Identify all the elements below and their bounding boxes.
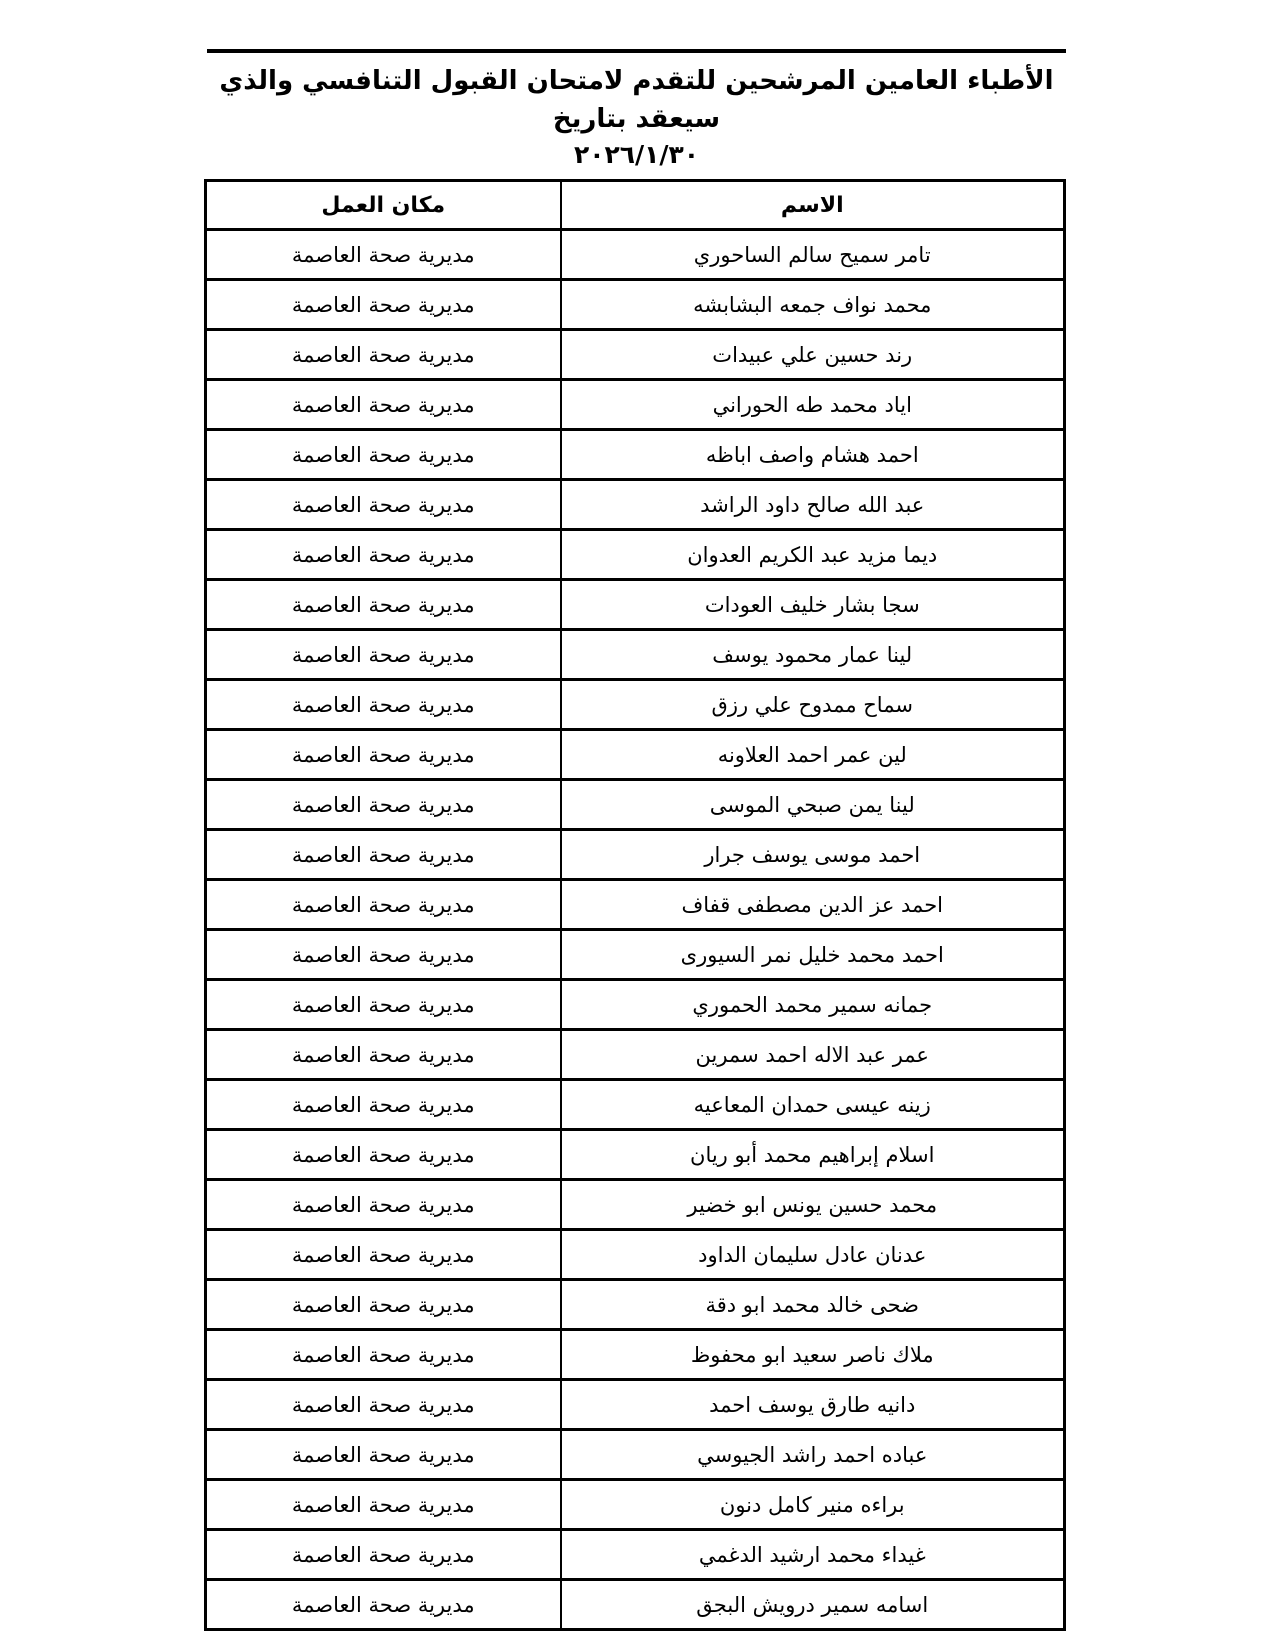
doctor-name-cell: زينه عيسى حمدان المعاعيه [561,1080,1065,1130]
workplace-cell: مديرية صحة العاصمة [206,380,561,430]
page-title: الأطباء العامين المرشحين للتقدم لامتحان القبول التنافسي والذي سيعقد بتاريخ [219,66,1054,134]
doctor-name-cell: رند حسين علي عبيدات [561,330,1065,380]
column-header-name: الاسم [561,181,1065,230]
doctor-name-cell: عمر عبد الاله احمد سمرين [561,1030,1065,1080]
doctor-name-cell: اسامه سمير درويش البجق [561,1580,1065,1630]
workplace-cell: مديرية صحة العاصمة [206,530,561,580]
workplace-cell: مديرية صحة العاصمة [206,1430,561,1480]
workplace-cell: مديرية صحة العاصمة [206,780,561,830]
doctor-name-cell: احمد عز الدين مصطفى قفاف [561,880,1065,930]
table-row [206,730,1065,780]
doctor-name-cell: عبد الله صالح داود الراشد [561,480,1065,530]
doctor-name-cell: براءه منير كامل دنون [561,1480,1065,1530]
table-row [206,580,1065,630]
table-row [206,780,1065,830]
table-row [206,380,1065,430]
doctor-name-cell: لينا يمن صبحي الموسى [561,780,1065,830]
workplace-cell: مديرية صحة العاصمة [206,480,561,530]
table-row [206,1230,1065,1280]
document-page [207,0,1066,1631]
doctor-name-cell: سجا بشار خليف العودات [561,580,1065,630]
doctor-name-cell: عدنان عادل سليمان الداود [561,1230,1065,1280]
workplace-cell: مديرية صحة العاصمة [206,1530,561,1580]
workplace-cell: مديرية صحة العاصمة [206,280,561,330]
workplace-cell: مديرية صحة العاصمة [206,980,561,1030]
table-row [206,930,1065,980]
exam-date: ٢٠٢٦/١/٣٠ [573,140,700,170]
doctor-name-cell: محمد نواف جمعه البشابشه [561,280,1065,330]
doctor-name-cell: ملاك ناصر سعيد ابو محفوظ [561,1330,1065,1380]
workplace-cell: مديرية صحة العاصمة [206,1030,561,1080]
table-row [206,430,1065,480]
workplace-cell: مديرية صحة العاصمة [206,330,561,380]
column-header-workplace: مكان العمل [206,181,561,230]
doctor-name-cell: ديما مزيد عبد الكريم العدوان [561,530,1065,580]
table-row [206,330,1065,380]
doctor-name-cell: ضحى خالد محمد ابو دقة [561,1280,1065,1330]
doctor-name-cell: دانيه طارق يوسف احمد [561,1380,1065,1430]
table-row [206,1530,1065,1580]
doctor-name-cell: اسلام إبراهيم محمد أبو ريان [561,1130,1065,1180]
table-row [206,280,1065,330]
table-row [206,630,1065,680]
workplace-cell: مديرية صحة العاصمة [206,680,561,730]
doctor-name-cell: جمانه سمير محمد الحموري [561,980,1065,1030]
workplace-cell: مديرية صحة العاصمة [206,230,561,280]
doctor-name-cell: احمد محمد خليل نمر السيورى [561,930,1065,980]
table-row [206,830,1065,880]
workplace-cell: مديرية صحة العاصمة [206,730,561,780]
table-row [206,1430,1065,1480]
doctor-name-cell: لينا عمار محمود يوسف [561,630,1065,680]
workplace-cell: مديرية صحة العاصمة [206,1230,561,1280]
table-row [206,1030,1065,1080]
workplace-cell: مديرية صحة العاصمة [206,630,561,680]
doctors-table-body [206,230,1065,1630]
workplace-cell: مديرية صحة العاصمة [206,1080,561,1130]
table-row [206,1180,1065,1230]
table-row [206,680,1065,730]
doctor-name-cell: تامر سميح سالم الساحوري [561,230,1065,280]
workplace-cell: مديرية صحة العاصمة [206,880,561,930]
doctor-name-cell: احمد هشام واصف اباظه [561,430,1065,480]
table-row [206,1380,1065,1430]
workplace-cell: مديرية صحة العاصمة [206,830,561,880]
table-row [206,1480,1065,1530]
doctor-name-cell: عباده احمد راشد الجيوسي [561,1430,1065,1480]
doctor-name-cell: محمد حسين يونس ابو خضير [561,1180,1065,1230]
title-divider [207,49,1066,53]
workplace-cell: مديرية صحة العاصمة [206,1580,561,1630]
doctor-name-cell: غيداء محمد ارشيد الدغمي [561,1530,1065,1580]
workplace-cell: مديرية صحة العاصمة [206,1330,561,1380]
table-row [206,1580,1065,1630]
workplace-cell: مديرية صحة العاصمة [206,1130,561,1180]
table-row [206,230,1065,280]
workplace-cell: مديرية صحة العاصمة [206,580,561,630]
doctors-table-head [206,181,1065,230]
workplace-cell: مديرية صحة العاصمة [206,1280,561,1330]
workplace-cell: مديرية صحة العاصمة [206,430,561,480]
table-row [206,530,1065,580]
workplace-cell: مديرية صحة العاصمة [206,1180,561,1230]
table-row [206,880,1065,930]
table-row [206,480,1065,530]
doctor-name-cell: سماح ممدوح علي رزق [561,680,1065,730]
table-row [206,1130,1065,1180]
doctor-name-cell: اياد محمد طه الحوراني [561,380,1065,430]
doctor-name-cell: احمد موسى يوسف جرار [561,830,1065,880]
table-row [206,1330,1065,1380]
workplace-cell: مديرية صحة العاصمة [206,1480,561,1530]
header-row [206,181,1065,230]
table-row [206,980,1065,1030]
table-row [206,1080,1065,1130]
doctor-name-cell: لين عمر احمد العلاونه [561,730,1065,780]
workplace-cell: مديرية صحة العاصمة [206,1380,561,1430]
table-row [206,1280,1065,1330]
workplace-cell: مديرية صحة العاصمة [206,930,561,980]
doctors-table [204,179,1066,1631]
